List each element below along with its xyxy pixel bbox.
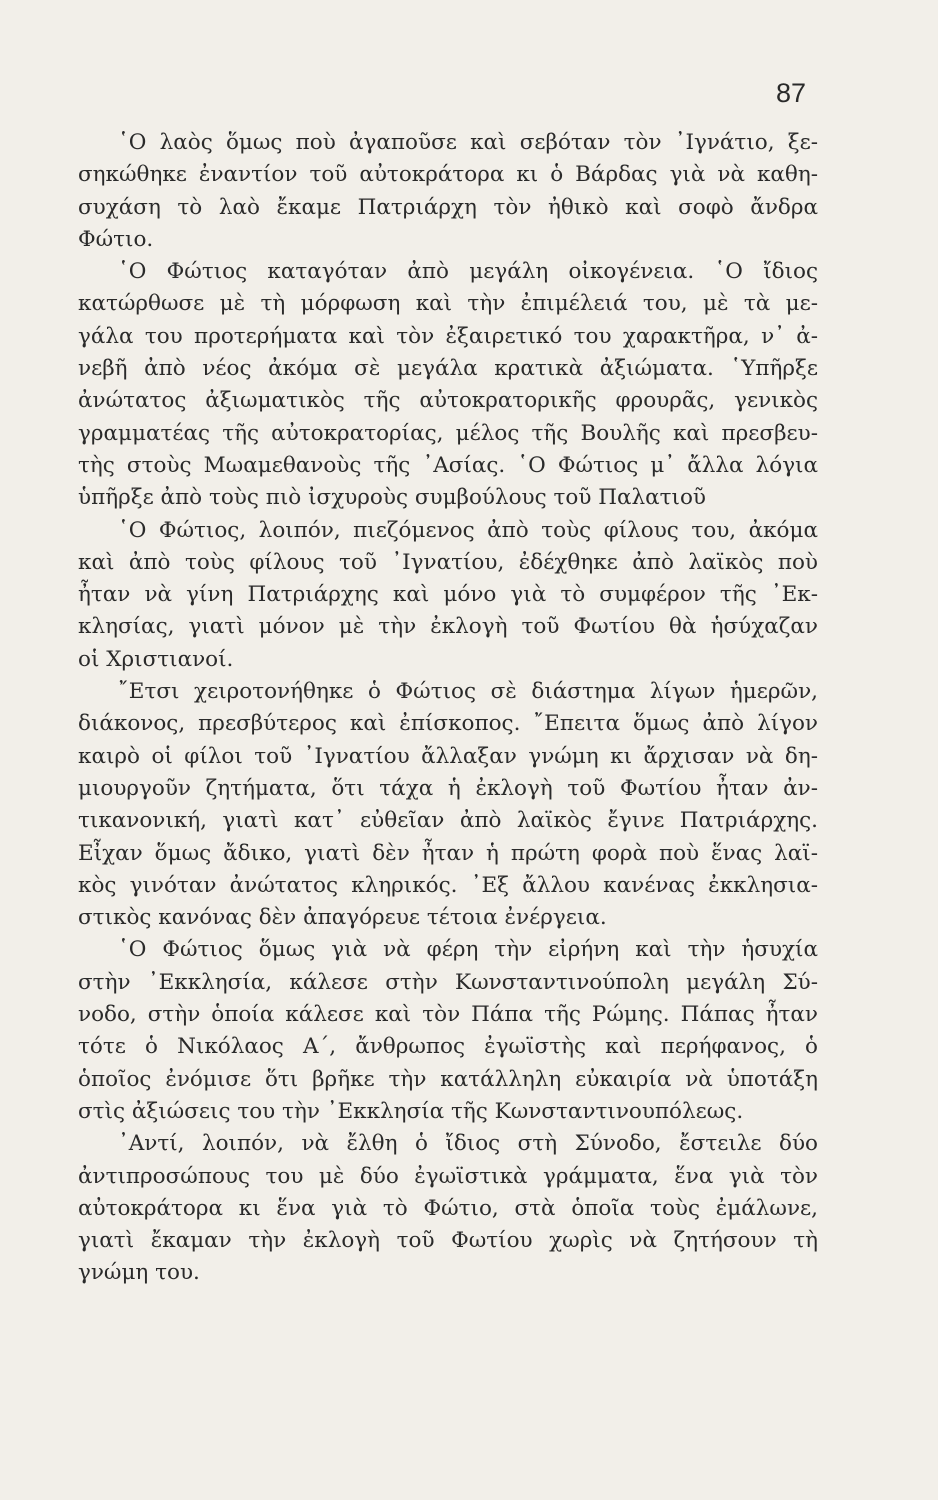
text-line: ῾Ο λαὸς ὅμως ποὺ ἀγαποῦσε καὶ σεβόταν τὸν ᾿Ιγνάτιο, ξε- [118, 130, 818, 155]
text-line: τὴς στοὺς Μωαμεθανοὺς τῆς ᾿Ασίας. ῾Ο Φώτιος μ᾿ ἄλλα λόγια [78, 452, 818, 478]
text-line: στικὸς κανόνας δὲν ἀπαγόρευε τέτοια ἐνέργεια. [78, 905, 607, 931]
text-line: ῎Ετσι χειροτονήθηκε ὁ Φώτιος σὲ διάστημα λίγων ἡμερῶν, [118, 679, 818, 705]
text-line: νοδο, στὴν ὁποία κάλεσε καὶ τὸν Πάπα τῆς Ρώμης. Πάπας ἦταν [78, 1002, 818, 1028]
text-line: κλησίας, γιατὶ μόνον μὲ τὴν ἐκλογὴ τοῦ Φωτίου θὰ ἡσύχαζαν [78, 614, 818, 640]
text-line: Φώτιο. [78, 226, 154, 252]
text-line: ᾿Αντί, λοιπόν, νὰ ἔλθη ὁ ἴδιος στὴ Σύνοδο, ἔστειλε δύο [118, 1131, 818, 1157]
text-line: ῾Ο Φώτιος ὅμως γιὰ νὰ φέρη τὴν εἰρήνη καὶ τὴν ἡσυχία [118, 937, 818, 963]
text-line: συχάση τὸ λαὸ ἔκαμε Πατριάρχη τὸν ἠθικὸ καὶ σοφὸ ἄνδρα [78, 194, 818, 220]
text-line: γάλα του προτερήματα καὶ τὸν ἐξαιρετικό του χαρακτῆρα, ν᾿ ἀ- [78, 323, 818, 349]
text-line: ῾Ο Φώτιος καταγόταν ἀπὸ μεγάλη οἰκογένεια. ῾Ο ἴδιος [118, 259, 818, 285]
body-text [78, 127, 818, 1290]
text-line: τότε ὁ Νικόλαος Α΄, ἄνθρωπος ἐγωϊστὴς καὶ περήφανος, ὁ [78, 1034, 818, 1060]
text-line: αὐτοκράτορα κι ἕνα γιὰ τὸ Φώτιο, στὰ ὁποῖα τοὺς ἐμάλωνε, [78, 1195, 818, 1221]
page-number: 87 [776, 78, 807, 108]
text-line: καὶ ἀπὸ τοὺς φίλους τοῦ ᾿Ιγνατίου, ἐδέχθηκε ἀπὸ λαϊκὸς ποὺ [78, 549, 818, 575]
text-line: κὸς γινόταν ἀνώτατος κληρικός. ᾿Εξ ἄλλου κανένας ἐκκλησια- [78, 872, 818, 898]
text-line: ὁποῖος ἐνόμισε ὅτι βρῆκε τὴν κατάλληλη εὐκαιρία νὰ ὑποτάξη [78, 1066, 818, 1092]
text-line: στὴν ᾿Εκκλησία, κάλεσε στὴν Κωνσταντινούπολη μεγάλη Σύ- [78, 969, 818, 995]
text-line: ἀντιπροσώπους του μὲ δύο ἐγωϊστικὰ γράμματα, ἕνα γιὰ τὸν [78, 1163, 818, 1189]
text-line: τικανονική, γιατὶ κατ᾿ εὐθεῖαν ἀπὸ λαϊκὸς ἔγινε Πατριάρχης. [78, 808, 818, 834]
text-line: στὶς ἀξιώσεις του τὴν ᾿Εκκλησία τῆς Κωνσταντινουπόλεως. [78, 1098, 744, 1124]
text-line: ῾Ο Φώτιος, λοιπόν, πιεζόμενος ἀπὸ τοὺς φίλους του, ἀκόμα [118, 517, 818, 543]
text-line: διάκονος, πρεσβύτερος καὶ ἐπίσκοπος. ῎Επειτα ὅμως ἀπὸ λίγον [78, 711, 818, 737]
text-line: μιουργοῦν ζητήματα, ὅτι τάχα ἡ ἐκλογὴ τοῦ Φωτίου ἦταν ἀν- [78, 775, 818, 801]
text-line: γραμματέας τῆς αὐτοκρατορίας, μέλος τῆς Βουλῆς καὶ πρεσβευ- [78, 420, 818, 446]
text-line: γιατὶ ἔκαμαν τὴν ἐκλογὴ τοῦ Φωτίου χωρὶς νὰ ζητήσουν τὴ [78, 1228, 818, 1254]
text-line: νεβῆ ἀπὸ νέος ἀκόμα σὲ μεγάλα κρατικὰ ἀξιώματα. ῾Υπῆρξε [78, 356, 818, 382]
text-line: Εἶχαν ὅμως ἄδικο, γιατὶ δὲν ἦταν ἡ πρώτη φορὰ ποὺ ἕνας λαϊ- [78, 840, 818, 866]
text-line: σηκώθηκε ἐναντίον τοῦ αὐτοκράτορα κι ὁ Βάρδας γιὰ νὰ καθη- [78, 162, 818, 188]
text-line: κατώρθωσε μὲ τὴ μόρφωση καὶ τὴν ἐπιμέλειά του, μὲ τὰ με- [78, 291, 818, 317]
text-line: οἱ Χριστιανοί. [78, 646, 234, 672]
text-line: γνώμη του. [78, 1260, 200, 1286]
text-line: ὑπῆρξε ἀπὸ τοὺς πιὸ ἰσχυροὺς συμβούλους τοῦ Παλατιοῦ [78, 485, 706, 511]
text-line: καιρὸ οἱ φίλοι τοῦ ᾿Ιγνατίου ἄλλαξαν γνώμη κι ἄρχισαν νὰ δη- [78, 743, 818, 769]
text-line: ἦταν νὰ γίνη Πατριάρχης καὶ μόνο γιὰ τὸ συμφέρον τῆς ᾿Εκ- [78, 582, 818, 608]
text-line: ἀνώτατος ἀξιωματικὸς τῆς αὐτοκρατορικῆς φρουρᾶς, γενικὸς [78, 388, 818, 414]
